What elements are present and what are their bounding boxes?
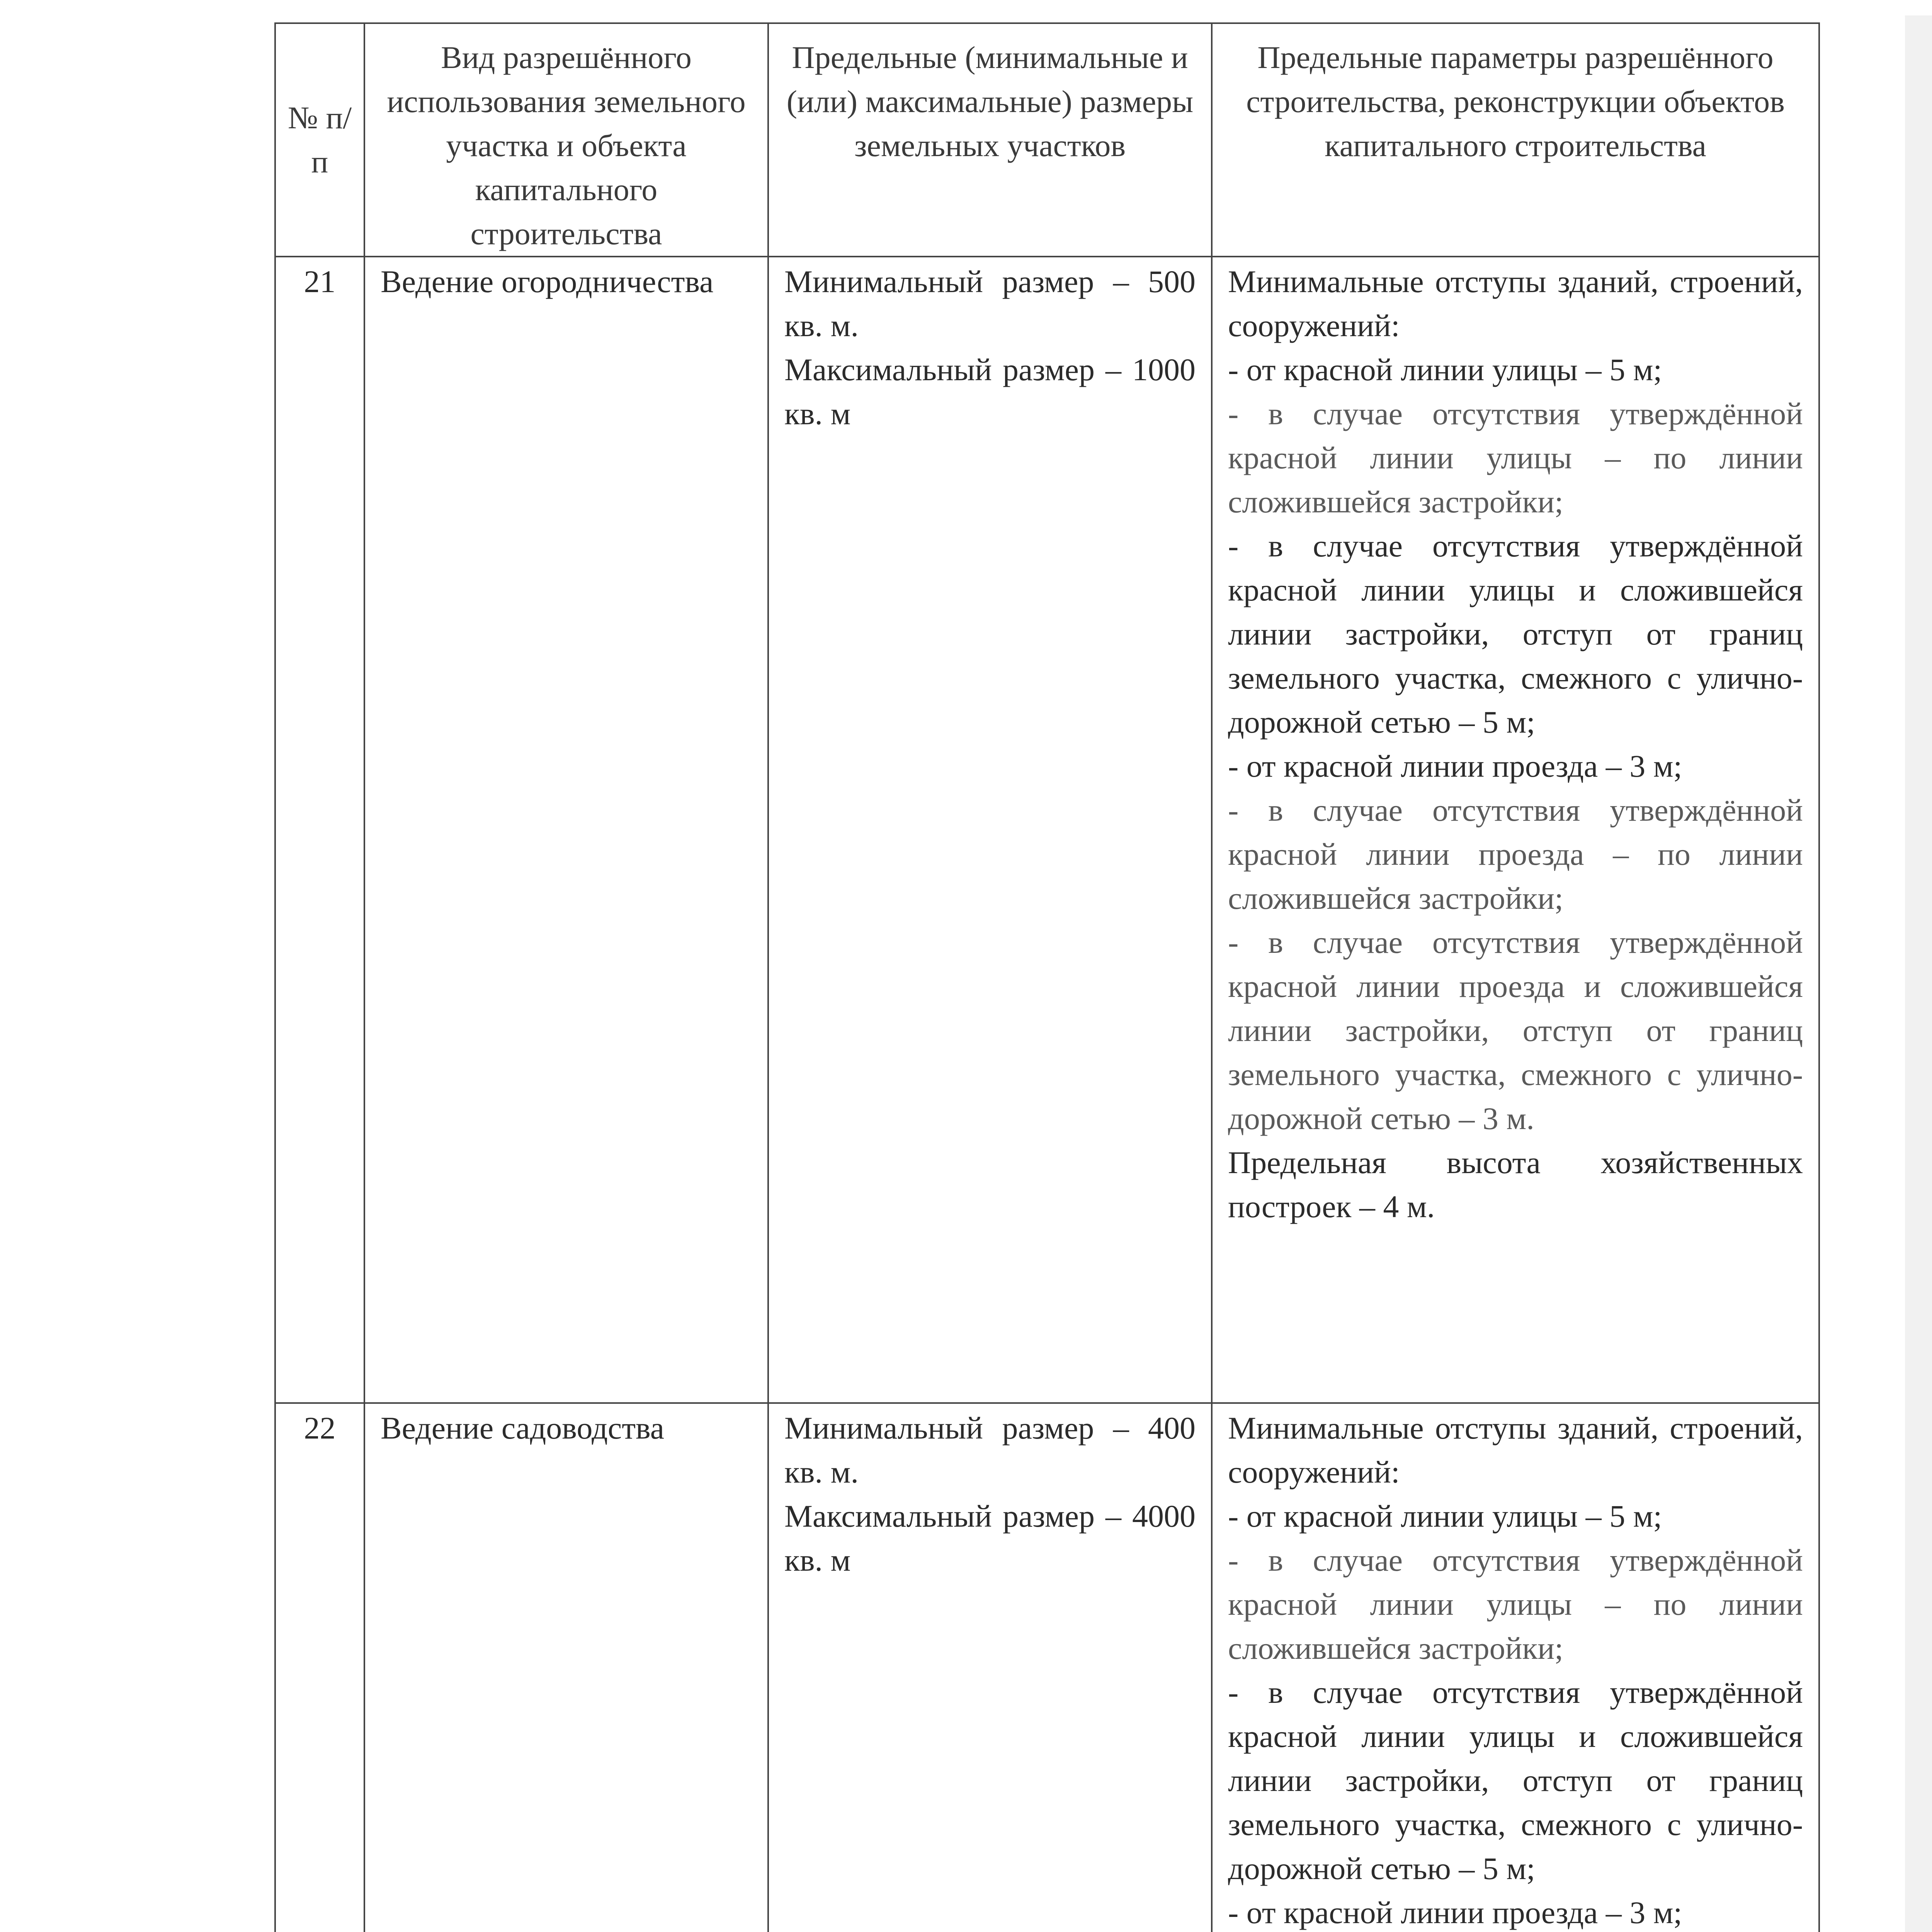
plot-size-max: Максимальный размер – 1000 кв. м [784,352,1196,431]
param-line: - от красной линии проезда – 3 м; [1228,748,1682,784]
row-number: 22 [275,1403,364,1932]
header-construction-params: Предельные параметры разрешённого строительства, реконструкции объектов капитального строительства [1212,23,1819,257]
plot-size-min: Минимальный размер – 400 кв. м. [784,1410,1196,1490]
param-line: - от красной линии улицы – 5 м; [1228,352,1662,387]
plot-size [768,257,1212,1403]
param-line: - в случае отсутствия утверждённой красной линии проезда – по линии сложившейся застройки; [1228,793,1803,916]
param-line: Минимальные отступы зданий, строений, сооружений: [1228,1410,1803,1490]
param-line: - от красной линии проезда – 3 м; [1228,1895,1682,1930]
use-type: Ведение садоводства [364,1403,768,1932]
table-header-row [275,23,1819,257]
header-plot-size: Предельные (минимальные и (или) максимальные) размеры земельных участков [768,23,1212,257]
plot-size-max: Максимальный размер – 4000 кв. м [784,1498,1196,1578]
param-line: - в случае отсутствия утверждённой красной линии улицы и сложившейся линии застройки, отступ от границ земельного участка, смежного с улично-дорожной сетью – 5 м; [1228,528,1803,740]
param-line: Предельная высота хозяйственных построек – 4 м. [1228,1145,1803,1224]
zoning-parameters-table [274,22,1820,1932]
construction-params [1212,257,1819,1403]
header-number: № п/п [275,23,364,257]
row-number: 21 [275,257,364,1403]
page-edge-shadow [1905,15,1932,1932]
construction-params [1212,1403,1819,1932]
use-type: Ведение огородничества [364,257,768,1403]
param-line: - в случае отсутствия утверждённой красной линии улицы – по линии сложившейся застройки; [1228,1543,1803,1666]
table-row [275,1403,1819,1932]
param-line: - в случае отсутствия утверждённой красной линии проезда и сложившейся линии застройки, отступ от границ земельного участка, смежного с улично-дорожной сетью – 3 м. [1228,925,1803,1136]
plot-size-min: Минимальный размер – 500 кв. м. [784,264,1196,343]
param-line: - в случае отсутствия утверждённой красной линии улицы – по линии сложившейся застройки; [1228,396,1803,519]
param-line: Минимальные отступы зданий, строений, сооружений: [1228,264,1803,343]
plot-size [768,1403,1212,1932]
table-row [275,257,1819,1403]
param-line: - в случае отсутствия утверждённой красной линии улицы и сложившейся линии застройки, отступ от границ земельного участка, смежного с улично-дорожной сетью – 5 м; [1228,1675,1803,1886]
header-use-type: Вид разрешённого использования земельного участка и объекта капитального строительства [364,23,768,257]
param-line: - от красной линии улицы – 5 м; [1228,1498,1662,1534]
